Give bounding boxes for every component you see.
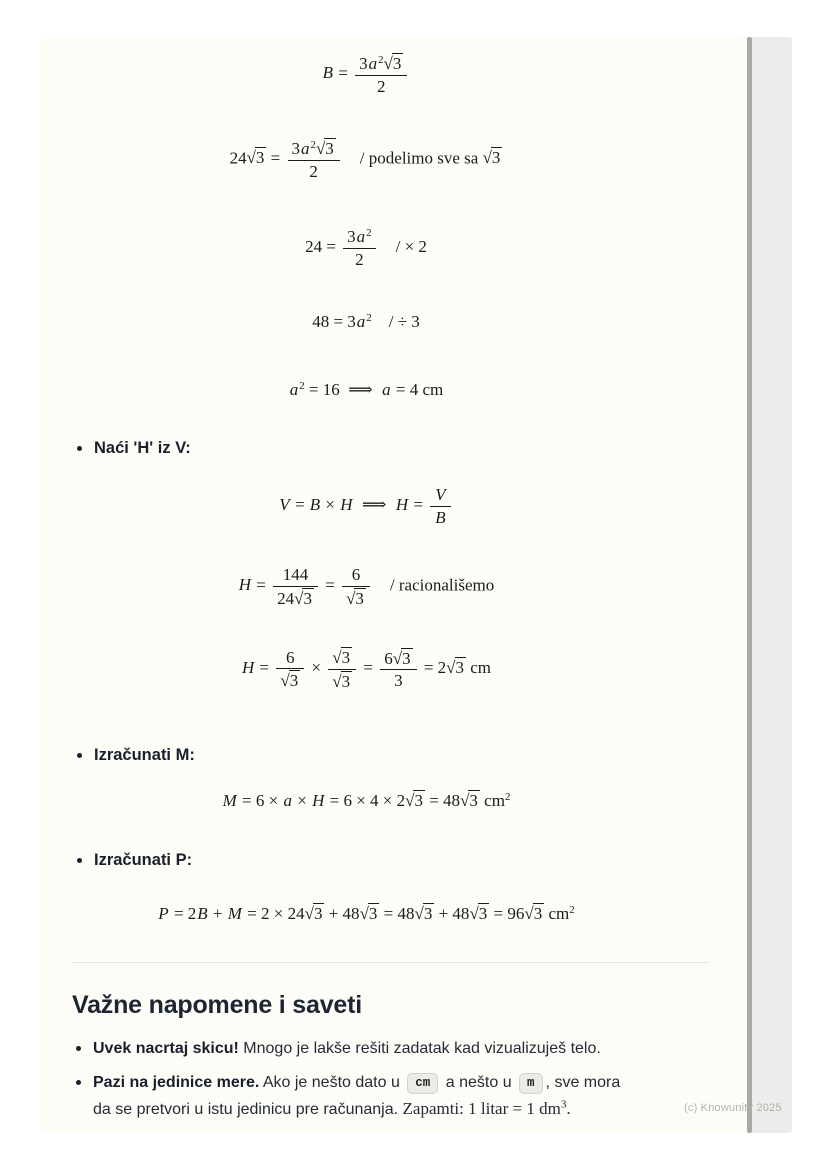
tip-text [93,1074,620,1118]
math-text: cm [466,657,492,677]
math-text: 2 [309,161,318,181]
equation-step [72,903,660,924]
math-text: 6 [286,647,295,667]
scrollbar-thumb[interactable] [747,37,752,1133]
math-text: × [307,657,326,677]
radical-sign: √3 [524,904,543,923]
math-text: = [252,575,271,595]
math-text: = 16 ⟹ [304,380,382,399]
math-text: 24 = [305,236,341,256]
equation-step [72,790,660,811]
math-superscript: 2 [299,380,305,393]
math-text: 3 [291,139,301,158]
text-segment: Zapamti: 1 litar = 1 dm [402,1099,561,1118]
math-text: 24 [277,588,295,608]
equation-step [72,138,660,181]
math-fraction [273,565,318,608]
radical-sign: √3 [315,139,334,158]
math-text: = 2 × 24 [242,904,305,923]
tip-item [72,1070,704,1123]
radical-sign: √3 [280,671,299,691]
math-text: 6 [351,565,361,584]
math-variable: H [340,494,353,514]
math-variable: M [227,904,242,923]
math-text: + [208,904,227,923]
math-text: = [334,63,353,83]
math-variable: B [309,494,321,514]
text-segment: . [566,1099,571,1118]
math-variable: a [283,791,292,810]
math-superscript: 2 [504,791,511,804]
math-fraction [380,648,416,691]
math-text: / ÷ 3 [371,312,420,331]
radical-sign: √3 [332,671,351,691]
watermark: (c) Knowunity 2025 [684,1102,782,1114]
math-text: = 2 [169,904,197,923]
text-segment: Pazi na jedinice mere. [93,1074,260,1091]
radical-sign: √3 [414,904,433,923]
equation-step [72,565,660,608]
solution-bullet [72,438,191,459]
math-text: 48 = 3 [312,312,356,331]
text-segment: Uvek nacrtaj skicu! [93,1040,239,1057]
radical-sign: √3 [246,148,265,168]
math-superscript: 2 [378,54,384,67]
next-page-edge [752,37,792,1133]
math-text: cm [544,904,570,923]
math-text: = 6 × [237,791,283,810]
math-superscript: 2 [366,227,372,240]
equation-step [72,485,660,527]
radical-sign: √3 [304,904,323,923]
math-variable: M [222,791,237,810]
math-variable: H [241,657,255,677]
bullet-dot-icon [76,1046,81,1051]
math-text: = [290,494,309,514]
math-variable: a [356,227,366,246]
math-text: 24 [229,148,247,168]
math-superscript: 2 [366,312,372,325]
equation-step [72,53,660,96]
math-variable: H [395,494,409,514]
solution-bullet-label: Izračunati P: [94,851,193,869]
tip-item [72,1036,704,1062]
math-text: = [255,657,274,677]
math-text: = [409,494,428,514]
math-text: ⟹ [353,494,395,514]
math-text: + 48 [434,904,470,923]
text-segment: Ako je nešto dato u [259,1074,405,1091]
math-text: 6 [384,648,393,668]
math-text: × [321,494,340,514]
math-superscript: 2 [310,139,316,152]
math-fraction [343,227,375,269]
radical-sign: √3 [392,648,411,668]
math-text: = [359,657,378,677]
radical-sign: √3 [446,657,464,677]
math-text: = [266,148,285,168]
math-fraction [328,647,356,691]
math-text: = 48 [424,791,461,810]
math-text: 2 [376,76,386,96]
math-text: 3 [394,671,403,691]
radical-sign: √3 [383,54,402,73]
math-variable: a [301,139,310,158]
math-variable: H [312,791,325,810]
equation-step [72,227,660,269]
document-page [40,37,747,1133]
math-text: + 48 [324,904,360,923]
math-text: 144 [282,565,309,584]
equation-step [72,379,660,400]
bullet-dot-icon [77,858,82,863]
radical-sign: √3 [332,648,351,667]
math-text: 3 [347,227,356,246]
math-variable: B [322,63,333,83]
math-fraction [288,138,340,181]
math-text: / podelimo sve sa [342,148,483,168]
math-text: 2 [355,249,364,269]
solution-bullet-label: Naći 'H' iz V: [94,439,191,457]
radical-sign: √3 [359,904,378,923]
math-variable: B [197,904,208,923]
math-text: cm [479,791,505,810]
text-segment: , sve mora [545,1074,621,1091]
bullet-dot-icon [77,446,82,451]
math-text: = 96 [489,904,525,923]
text-segment: Mnogo je lakše rešiti zadatak kad vizualizuješ telo. [238,1040,601,1057]
equation-step [72,311,660,332]
text-segment: 3 [560,1098,567,1111]
solution-bullet-label: Izračunati M: [94,746,195,764]
section-heading: Važne napomene i saveti [72,991,362,1019]
radical-sign: √3 [294,588,312,608]
radical-sign: √3 [469,904,488,923]
math-text: / × 2 [378,236,427,256]
radical-sign: √3 [346,588,364,608]
bullet-dot-icon [76,1080,81,1085]
math-text: = 2 [419,657,447,677]
math-variable: a [289,380,299,399]
math-text: × [292,791,312,810]
math-variable: a [356,312,366,331]
text-segment: da se pretvori u istu jedinicu pre računanja. [93,1101,403,1118]
radical-sign: √3 [460,791,478,810]
math-text: = [320,575,340,595]
math-fraction [355,53,407,96]
math-text: 3 [359,54,368,73]
math-variable: a [368,54,378,73]
math-variable: P [158,904,169,923]
unit-badge: cm [407,1073,438,1094]
math-superscript: 2 [569,904,575,917]
radical-sign: √3 [482,148,501,168]
equation-step [72,647,660,691]
tip-text [93,1040,601,1057]
math-text: / racionališemo [372,575,495,595]
math-fraction [276,648,304,691]
math-text: = 6 × 4 × 2 [325,791,406,810]
math-variable: V [279,494,290,514]
math-variable: a [382,380,391,399]
solution-bullet [72,850,192,871]
math-variable: B [435,507,446,527]
math-fraction [430,485,450,527]
unit-badge: m [519,1073,543,1094]
solution-bullet [72,745,195,766]
math-variable: V [435,485,446,504]
tips-list [72,1036,704,1131]
section-divider [72,962,710,963]
math-text: = 4 cm [391,380,444,399]
math-fraction [342,565,370,608]
bullet-dot-icon [77,753,82,758]
text-segment: a nešto u [441,1074,517,1091]
math-text: = 48 [379,904,415,923]
radical-sign: √3 [405,791,423,810]
math-variable: H [238,575,252,595]
